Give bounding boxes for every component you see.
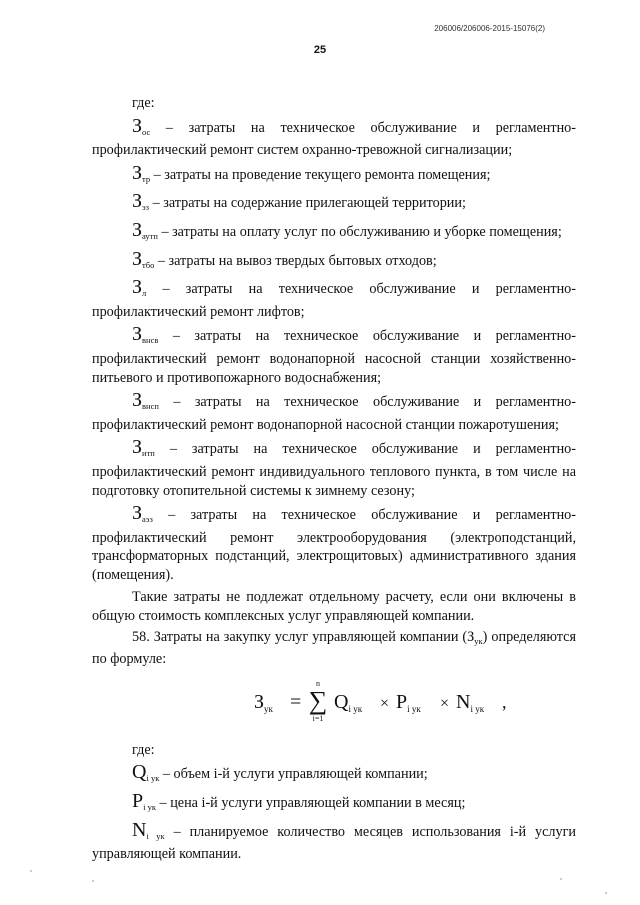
definition-subscript: i ук — [146, 830, 165, 841]
definition-text: – цена i-й услуги управляющей компании в месяц; — [156, 795, 466, 812]
multiply-sign: × — [380, 694, 390, 712]
cost-symbol: З — [132, 276, 143, 299]
formula-lhs — [254, 690, 273, 719]
definition-symbol: Q — [132, 761, 147, 784]
clause-58-text: 58. Затраты на закупку услуг управляющей компании ( — [132, 628, 468, 645]
cost-symbol: З — [132, 114, 143, 137]
cost-item — [92, 218, 576, 246]
cost-symbol: З — [132, 218, 143, 241]
definition-text: – объем i-й услуги управляющей компании; — [159, 766, 428, 783]
cost-item — [92, 114, 576, 160]
formula-n-subscript: i ук — [470, 703, 485, 714]
cost-description: – затраты на техническое обслуживание и регламентно-профилактический ремонт электрооборудования (электроподстанций, трансформаторных подстанций, электрощитовых) административного здания (помещения). — [92, 507, 576, 583]
note-paragraph: Такие затраты не подлежат отдельному расчету, если они включены в общую стоимость комплексных услуг управляющей компании. — [92, 589, 576, 625]
cost-subscript: эз — [142, 202, 150, 213]
cost-description: – затраты на техническое обслуживание и регламентно-профилактический ремонт индивидуального теплового пункта, в том числе на подготовку отопительной системы к зимнему сезону; — [92, 441, 576, 499]
formula-q — [334, 690, 363, 719]
clause-58-end: ) определяются по формуле: — [92, 628, 577, 668]
cost-subscript: ос — [142, 126, 151, 137]
cost-item — [92, 247, 576, 275]
formula-q-subscript: i ук — [348, 703, 363, 714]
cost-description: – затраты на оплату услуг по обслуживанию и уборке помещения; — [157, 223, 562, 240]
formula-n — [456, 690, 485, 719]
formula-block — [92, 673, 576, 735]
definition-item — [92, 792, 576, 817]
cost-symbol: З — [132, 161, 143, 184]
cost-description: – затраты на техническое обслуживание и регламентно-профилактический ремонт систем охранно-тревожной сигнализации; — [92, 119, 576, 159]
cost-description: – затраты на техническое обслуживание и регламентно-профилактический ремонт водонапорной насосной станции пожаротушения; — [92, 394, 576, 433]
cost-symbol: З — [132, 247, 143, 270]
cost-description: – затраты на проведение текущего ремонта помещения; — [150, 166, 491, 183]
sigma-icon: ∑ — [308, 685, 328, 715]
formula-p-subscript: i ук — [407, 703, 421, 714]
definition-item — [92, 763, 576, 788]
cost-item — [92, 278, 576, 321]
formula-lhs-symbol: З — [254, 690, 265, 713]
page-number: 25 — [313, 44, 327, 56]
cost-item — [92, 192, 576, 217]
cost-subscript: тбо — [142, 259, 155, 270]
where-label: где: — [132, 741, 155, 758]
multiply-sign: × — [440, 694, 450, 712]
cost-symbol: З — [132, 323, 143, 346]
cost-description: – затраты на техническое обслуживание и регламентно-профилактический ремонт лифтов; — [92, 281, 576, 320]
clause-58-symbol: З — [467, 628, 475, 645]
formula-q-symbol: Q — [334, 690, 349, 713]
summation-operator — [306, 679, 330, 723]
cost-subscript: л — [142, 288, 147, 299]
cost-symbol: З — [132, 389, 143, 412]
cost-description: – затраты на содержание прилегающей территории; — [149, 195, 466, 212]
scan-speck — [92, 880, 94, 882]
sum-upper-limit: n — [316, 678, 320, 688]
sum-lower-limit: i=1 — [312, 713, 324, 723]
cost-subscript: аутп — [142, 230, 158, 241]
clause-58 — [92, 628, 576, 669]
cost-item — [92, 391, 576, 434]
cost-subscript: итп — [142, 448, 155, 459]
cost-item — [92, 325, 576, 387]
cost-subscript: внсв — [142, 335, 159, 346]
scan-speck — [605, 892, 607, 894]
cost-description: – затраты на техническое обслуживание и регламентно-профилактический ремонт водонапорной насосной станции хозяйственно-питьевого и противопожарного водоснабжения; — [92, 328, 576, 386]
definition-symbol: N — [132, 818, 147, 841]
where-label: где: — [132, 95, 155, 111]
clause-58-subscript: ук — [474, 635, 483, 646]
page-content — [92, 94, 576, 864]
definition-symbol: P — [132, 790, 144, 813]
cost-item — [92, 504, 576, 584]
formula-comma: , — [502, 691, 507, 712]
formula-equals: = — [290, 690, 302, 713]
cost-symbol: З — [132, 502, 143, 525]
cost-symbol: З — [132, 190, 143, 213]
cost-item — [92, 161, 576, 189]
formula-p-symbol: P — [396, 690, 408, 713]
formula-p — [396, 690, 421, 719]
cost-subscript: внсп — [142, 401, 159, 412]
formula-n-symbol: N — [456, 690, 471, 713]
definition-text: – планируемое количество месяцев использования i-й услуги управляющей компании. — [92, 823, 576, 863]
scan-speck — [30, 870, 32, 872]
cost-subscript: аэз — [142, 514, 153, 525]
definition-subscript: i ук — [146, 773, 160, 784]
cost-item — [92, 438, 576, 500]
cost-symbol: З — [132, 436, 143, 459]
definition-item — [92, 818, 576, 864]
scan-speck — [560, 878, 562, 880]
cost-subscript: тр — [142, 173, 151, 184]
cost-description: – затраты на вывоз твердых бытовых отходов; — [154, 252, 437, 269]
definition-subscript: i ук — [143, 802, 156, 813]
document-id: 206006/206006-2015-15076(2) — [434, 24, 545, 33]
formula-lhs-subscript: ук — [264, 703, 273, 714]
